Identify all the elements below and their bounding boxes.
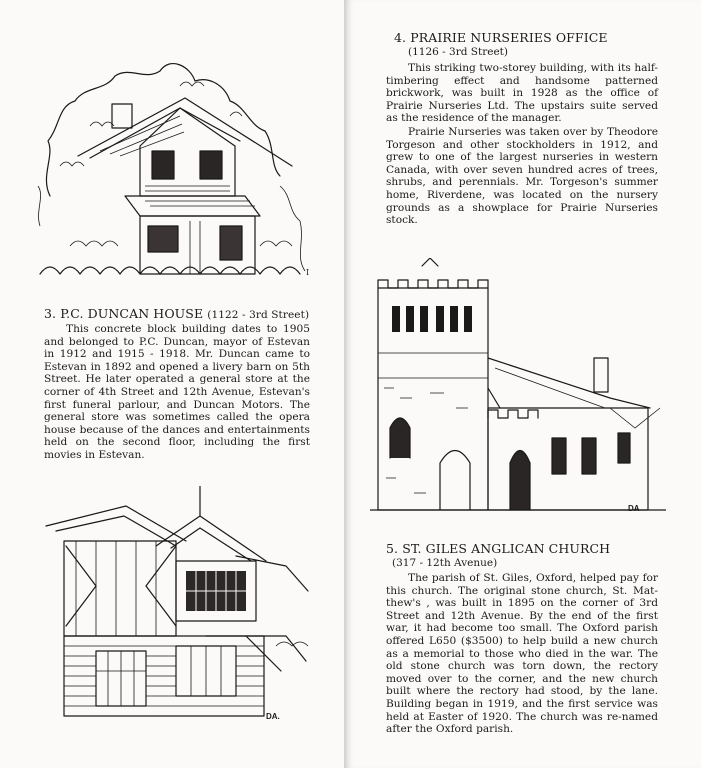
- entry-3-title: [44, 306, 309, 321]
- entry-3-paragraph: This concrete block building dates to 1905 and belonged to P.C. Duncan, mayor of Estevan in 1912 and 1915 - 1918. Mr. Duncan came to Estevan in 1892 and opened a livery barn on 5th Street. He later operated a general store at the corner of 4th Street and 12th Avenue, Estevan's first funeral parlour, and Duncan Motors. The general store was sometimes called the opera house because of the dances and entertainments held on the second floor, including the first movies in Estevan.: [44, 323, 310, 461]
- duncan-house-illustration: [30, 46, 310, 282]
- entry-3-address: (1122 - 3rd Street): [207, 309, 310, 321]
- right-page: [346, 0, 701, 768]
- page-mark: I: [306, 268, 310, 277]
- entry-4-title: 4. PRAIRIE NURSERIES OFFICE: [394, 30, 608, 45]
- nurseries-office-illustration: [36, 486, 312, 726]
- church-illustration: [370, 258, 666, 514]
- left-page: [0, 0, 345, 768]
- entry-4-paragraph-1: This striking two-storey building, with its half-timbering effect and handsome patterned brickwork, was built in 1928 as the office of Prairie Nurseries Ltd. The upstairs suite served as the residence of the manager.: [386, 62, 658, 125]
- entry-5-address: (317 - 12th Avenue): [392, 557, 498, 569]
- entry-4-paragraph-2: Prairie Nurseries was taken over by Theodore Torgeson and other stockholders in 1912, and grew to one of the largest nurseries in western Canada, with over seven hundred acres of trees, shrubs, and perennials. Mr. Torgeson's summer home, Riverdene, was located on the nursery grounds as a showplace for Prairie Nurseries stock.: [386, 126, 658, 227]
- entry-3-title-text: 3. P.C. DUNCAN HOUSE: [44, 306, 204, 321]
- church-drawing-signature: DA: [628, 504, 640, 513]
- entry-5-title: 5. ST. GILES ANGLICAN CHURCH: [386, 541, 611, 556]
- lower-drawing-signature: DA.: [266, 712, 280, 721]
- entry-4-address: (1126 - 3rd Street): [408, 46, 508, 58]
- entry-5-paragraph: The parish of St. Giles, Oxford, helped pay for this church. The original stone church, St. Mat-thew's , was built in 1895 on the corner of 3rd Street and 12th Avenue. By the end of the first war, it had become too small. The Oxford parish offered L650 ($3500) to help build a new church as a memorial to those who died in the war. The old stone church was torn down, the rectory moved over to the corner, and the new church built where the rectory had stood, by the lane. Building began in 1919, and the first service was held at Easter of 1920. The church was re-named after the Oxford parish.: [386, 572, 658, 736]
